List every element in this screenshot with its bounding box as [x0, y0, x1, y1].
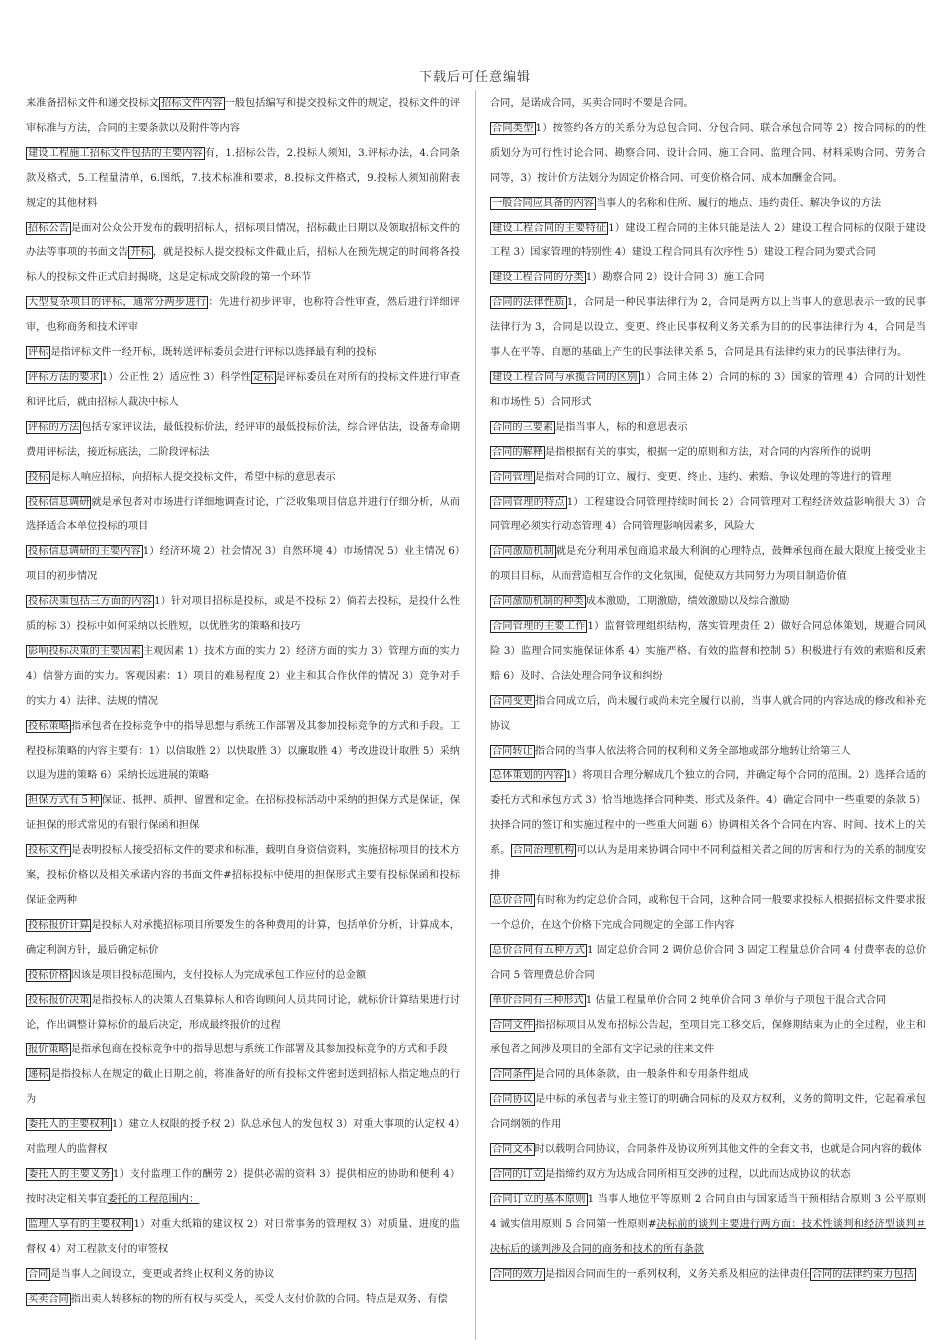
paragraph [26, 1263, 460, 1288]
boxed-term: 合同的法律约束力包括 [811, 1268, 914, 1280]
paragraph [490, 291, 926, 366]
paragraph [490, 590, 926, 615]
paragraph-text: 是指投标人的决策人召集算标人和咨询顾问人员共同讨论，就标价计算结果进行讨论，作出调整计算标价的最后决定，形成最终报价的过程 [26, 994, 460, 1031]
paragraph-text: 是合同的具体条款，由一般条件和专用条件组成 [534, 1069, 749, 1081]
boxed-term: 招标文件内容 [161, 98, 223, 109]
paragraph [26, 789, 460, 839]
boxed-term: 投标文件 [28, 845, 69, 857]
paragraph-text: 合同，是诺成合同，买卖合同时不要是合同。 [490, 98, 694, 109]
paragraph [490, 1163, 926, 1188]
boxed-term: 单价合同有三种形式 [492, 994, 584, 1006]
boxed-term: 投标报价决策 [28, 994, 90, 1006]
boxed-term: 投标 [28, 471, 49, 483]
paragraph-text: 是指承包商在投标竞争中的指导思想与系统工作部署及其参加投标竞争的方式和手段 [70, 1044, 448, 1056]
paragraph-text: 1）对重大纸箱的建议权 2）对日常事务的管理权 3）对质量、进度的监督权 4）对工程款支付的审签权 [26, 1218, 461, 1255]
paragraph [490, 192, 926, 217]
boxed-term: 报价策略 [28, 1044, 69, 1056]
paragraph [26, 291, 460, 341]
boxed-term: 影响投标决策的主要因素 [28, 645, 141, 657]
paragraph-text: 指合同成立后，尚未履行或尚未完全履行以前，当事人就合同的内容达成的修改和补充协议 [490, 695, 926, 732]
boxed-term: 合同激励机制 [492, 546, 554, 558]
paragraph [26, 366, 460, 416]
boxed-term: 合同治理机构 [512, 845, 575, 857]
paragraph-text: 是中标的承包者与业主签订的明确合同标的及双方权利，义务的简明文件，它起着承包合同纲领的作用 [490, 1094, 926, 1131]
paragraph [26, 1038, 460, 1063]
paragraph-text: 1）针对项目招标是投标，或是不投标 2）倘若去投标，是投什么性质的标 3）投标中如何采纳以长胜短，以优胜劣的策略和技巧 [26, 596, 461, 633]
boxed-term: 总体策划的内容 [492, 770, 564, 782]
paragraph-text: 是当事人之间设立，变更或者终止权利义务的协议 [50, 1268, 275, 1280]
paragraph [490, 939, 926, 989]
boxed-term: 递标 [28, 1069, 49, 1081]
paragraph [490, 217, 926, 267]
paragraph [26, 1288, 460, 1313]
boxed-term: 合同 [28, 1268, 49, 1280]
paragraph-text: 1，合同是一种民事法律行为 2，合同是两方以上当事人的意思表示一致的民事法律行为 3，合同是以设立、变更、终止民事权利义务关系为目的的民事法律行为 4，合同是当事人在平等、自愿的基础上产生的民事法律关系 5，合同是具有法律约束力的民事法律行为。 [490, 297, 927, 359]
paragraph [26, 839, 460, 914]
paragraph [490, 1063, 926, 1088]
page-title: 下载后可任意编辑 [418, 70, 531, 85]
paragraph [490, 266, 926, 291]
paragraph-text: 1）支付监理工作的酬劳 2）提供必需的资料 3）提供相应的协助和便利 4）按时决定相关事宜 [26, 1168, 461, 1205]
boxed-term: 定标 [253, 371, 274, 383]
boxed-term: 合同管理 [492, 471, 533, 483]
boxed-term: 合同管理的主要工作 [492, 621, 586, 633]
paragraph-text: 1）合同主体 2）合同的标的 3）国家的管理 4）合同的计划性和市场性 5）合同形式 [490, 371, 926, 408]
boxed-term: 大型复杂项目的评标，通常分两步进行 [28, 297, 207, 309]
paragraph [490, 1263, 926, 1288]
paragraph-text: 就是承包者对市场进行详细地调查讨论，广泛收集项目信息并进行仔细分析，从而选择适合本单位投标的项目 [26, 496, 460, 533]
paragraph [490, 1014, 926, 1064]
paragraph [490, 117, 926, 192]
paragraph [26, 715, 460, 790]
paragraph-text: 1 估量工程量单价合同 2 纯单价合同 3 单价与子项包干混合式合同 [585, 994, 887, 1006]
paragraph [490, 466, 926, 491]
boxed-term: 招标公告 [28, 222, 69, 234]
boxed-term: 建设工程合同的主要特征 [492, 222, 607, 234]
boxed-term: 合同转让 [492, 745, 533, 757]
boxed-term: 合同的订立 [492, 1168, 543, 1180]
paragraph-text: 1）将项目合理分解成几个独立的合同，并确定每个合同的范围。2）选择合适的委托方式和承包方式 3）恰当地选择合同种类、形式及条件。4）确定合同中一些重要的条款 5）抉择合同的签订和实施过程中的一些重大问题 6）协调相关各个合同在内容、时间、技术上的关系。 [490, 770, 927, 857]
paragraph-text: 1）工程建设合同管理持续时间长 2）合同管理对工程经济效益影响很大 3）合同管理必须实行动态管理 4）合同管理影响因素多，风险大 [490, 496, 927, 533]
paragraph-text: 是指当事人，标的和意思表示 [555, 421, 688, 433]
paragraph-text: 是指评标文件一经开标，既转送评标委员会进行评标以选择最有利的投标 [50, 347, 377, 359]
boxed-term: 委托人的主要义务 [28, 1168, 111, 1180]
paragraph [490, 441, 926, 466]
paragraph-text: ，就是投标人提交投标文件截止后，招标人在预先规定的时间将各投标人的投标文件正式启封揭晓，这是定标成交阶段的第一个环节 [26, 247, 461, 284]
boxed-term: 合同条件 [492, 1069, 533, 1081]
paragraph-text: 时以载明合同协议，合同条件及协议所列其他文件的全套文书，也就是合同内容的载体 [534, 1144, 922, 1156]
paragraph-text: ：先进行初步评审，也称符合性审查，然后进行详细评审，也称商务和技术评审 [26, 297, 460, 334]
paragraph [26, 416, 460, 466]
paragraph [26, 142, 460, 217]
paragraph [490, 889, 926, 939]
paragraph [490, 540, 926, 590]
boxed-term: 合同文件 [492, 1019, 534, 1031]
paragraph-text: 包括专家评议法，最低投标价法，经评审的最低投标价法，综合评估法，设备寿命期费用评标法，接近标底法，二阶段评标法 [26, 421, 461, 458]
paragraph [26, 590, 460, 640]
boxed-term: 建设工程施工招标文件包括的主要内容 [28, 147, 203, 159]
paragraph [490, 1138, 926, 1163]
boxed-term: 合同的解释 [492, 446, 543, 458]
paragraph-text: 指承包者在投标竞争中的指导思想与系统工作部署及其参加投标竞争的方式和手段。工程投标策略的内容主要有：1）以信取胜 2）以快取胜 3）以廉取胜 4）考改进设计取胜 5）采纳以退为进的策略 6）采纳长远进展的策略 [26, 720, 461, 782]
boxed-term: 总价合同 [492, 895, 534, 906]
boxed-term: 投标信息调研的主要内容 [28, 546, 141, 558]
paragraph-text: 1）建立人权限的授予权 2）队总承包人的发包权 3）对重大事项的认定权 4）对监理人的监督权 [26, 1119, 461, 1156]
paragraph-text: 1）经济环境 2）社会情况 3）自然环境 4）市场情况 5）业主情况 6）项目的初步情况 [26, 546, 461, 583]
boxed-term: 合同类型 [492, 122, 534, 134]
boxed-term: 合同管理的特点 [492, 496, 565, 508]
paragraph [26, 1213, 460, 1263]
paragraph-text: 是面对公众公开发布的载明招标人，招标项目情况，招标截止日期以及领取招标文件的办法等事项的书面文告 [26, 222, 461, 259]
paragraph-text: 1）勘察合同 2）设计合同 3）施工合同 [585, 272, 765, 284]
column-divider [475, 90, 476, 1340]
boxed-term: 合同激励机制的种类 [492, 596, 584, 608]
paragraph [490, 416, 926, 441]
paragraph-text: 1）建设工程合同的主体只能是法人 2）建设工程合同标的仅限于建设工程 3）国家管理的特别性 4）建设工程合同具有次序性 5）建设工程合同为要式合同 [490, 222, 926, 259]
paragraph-text: 就是充分利用承包商追求最大利润的心理特点，鼓舞承包商在最大限度上接受业主的项目目标，从而营造相互合作的文化氛围，促使双方共同努力为项目制造价值 [490, 546, 927, 583]
boxed-term: 合同订立的基本原则 [492, 1193, 586, 1205]
boxed-term: 开标 [130, 247, 151, 259]
paragraph [26, 989, 460, 1039]
paragraph-text: 是表明投标人接受招标文件的要求和标准，载明自身资信资料，实施招标项目的技术方案，投标价格以及相关承诺内容的书面文件#招标投标中使用的担保形式主要有投标保函和投标保证金两种 [26, 845, 461, 906]
paragraph-text: 指合同的当事人依法将合同的权利和义务全部地或部分地转让给第三人 [534, 745, 851, 757]
paragraph [490, 740, 926, 765]
paragraph-text: 有，1.招标公告，2.投标人须知，3.评标办法，4.合同条款及格式，5.工程量清单，6.图纸，7.技术标准和要求，8.投标文件格式，9.投标人须知前附表规定的其他材料 [26, 147, 460, 209]
boxed-term: 评标 [28, 347, 49, 359]
paragraph-text: 可以认为是用来协调合同中不同利益相关者之间的厉害和行为的关系的制度安排 [490, 845, 927, 882]
paragraph-text: 是指因合同而生的一系列权利，义务关系及相应的法律责任 [544, 1268, 810, 1280]
boxed-term: 合同文本 [492, 1144, 533, 1156]
paragraph-text: 是投标人对承揽招标项目所要发生的各种费用的计算，包括单价分析，计算成本，确定利润方针，最后确定标价 [26, 919, 460, 956]
boxed-term: 投标报价计算 [28, 919, 90, 931]
paragraph [26, 466, 460, 491]
paragraph-text: 来准备招标文件和递交投标文 [26, 98, 160, 109]
boxed-term: 合同变更 [492, 695, 534, 707]
paragraph-text: 一般包括编写和提交投标文件的规定，投标文件的评审标准与方法，合同的主要条款以及附件等内容 [26, 98, 461, 134]
underlined-text: 委托的工程范围内： [107, 1193, 200, 1205]
paragraph [26, 491, 460, 541]
paragraph [490, 615, 926, 690]
paragraph [490, 989, 926, 1014]
paragraph-text: 有时称为约定总价合同，或称包干合同，这种合同一般要求投标人根据招标文件要求报一个总价，在这个价格下完成合同规定的全部工作内容 [490, 895, 926, 931]
paragraph-text: 是指投标人在规定的截止日期之前，将准备好的所有投标文件密封送到招标人指定地点的行为 [26, 1069, 461, 1106]
paragraph-text: 指招标项目从发布招标公告起，至项目完工移交后，保修期结束为止的全过程，业主和承包者之间涉及项目的全部有文字记录的往来文件 [490, 1019, 926, 1056]
paragraph-text: 1）监督管理组织结构，落实管理责任 2）做好合同总体策划，规避合同风险 3）监理合同实施保证体系 4）实施严格、有效的监督和控制 5）积极进行有效的索赔和反索赔 6）及时、合法处理合同争议和纠纷 [490, 621, 926, 682]
paragraph [490, 690, 926, 740]
boxed-term: 买卖合同 [28, 1293, 69, 1305]
boxed-term: 委托人的主要权利 [28, 1119, 110, 1131]
boxed-term: 监理人享有的主要权利 [28, 1218, 132, 1230]
paragraph-text: 是标人响应招标，向招标人提交投标文件，希望中标的意思表示 [50, 471, 336, 483]
paragraph-text: 1 当事人地位平等原则 2 合同自由与国家适当干预相结合原则 3 公平原则 4 诚实信用原则 5 合同第一性原则# [490, 1193, 926, 1230]
paragraph [490, 92, 926, 117]
boxed-term: 总价合同有五种方式 [492, 944, 586, 956]
paragraph-text: 是评标委员在对所有的投标文件进行审查和评比后，就由招标人裁决中标人 [26, 371, 461, 408]
paragraph-text: 因该是项目投标范围内，支付投标人为完成承包工作应付的总金额 [70, 969, 367, 981]
boxed-term: 评标的方法 [28, 421, 80, 433]
paragraph [490, 1088, 926, 1138]
paragraph [490, 764, 926, 889]
paragraph [26, 964, 460, 989]
boxed-term: 担保方式有５种 [28, 795, 100, 807]
boxed-term: 建设工程合同与承揽合同的区别 [492, 371, 638, 383]
boxed-term: 合同的效力 [492, 1268, 543, 1280]
paragraph-text: 是指对合同的订立、履行、变更、终止、违约、索赔、争议处理的等进行的管理 [534, 471, 892, 483]
boxed-term: 投标价格 [28, 969, 69, 981]
paragraph-text: 是指缔约双方为达成合同所相互交涉的过程，以此而达成协议的状态 [544, 1168, 851, 1180]
boxed-term: 投标决策包括三方面的内容 [28, 596, 153, 608]
paragraph-text: 是指根据有关的事实，根据一定的原则和方法，对合同的内容所作的说明 [544, 446, 871, 458]
boxed-term: 建设工程合同的分类 [492, 272, 584, 284]
paragraph [26, 92, 460, 142]
paragraph-text: 1）按签约各方的关系分为总包合同、分包合同、联合承包合同等 2）按合同标的的性质划分为可行性讨论合同、勘察合同、设计合同、施工合同、监理合同、材料采购合同、劳务合同等，3）按计价方法划分为固定价格合同、可变价格合同、成本加酬金合同。 [490, 122, 927, 184]
paragraph [490, 1188, 926, 1263]
boxed-term: 合同的三要素 [492, 421, 554, 433]
paragraph-text: 当事人的名称和住所、履行的地点、违约责任、解决争议的方法 [595, 197, 882, 209]
paragraph [26, 341, 460, 366]
paragraph [26, 1063, 460, 1113]
paragraph [26, 640, 460, 715]
paragraph-text: 指出卖人转移标的物的所有权与买受人，买受人支付价款的合同。特点是双务、有偿 [70, 1293, 448, 1305]
boxed-term: 一般合同应具备的内容 [492, 197, 594, 209]
boxed-term: 投标信息调研 [28, 496, 90, 508]
paragraph [490, 366, 926, 416]
paragraph-text: 主观因素 1）技术方面的实力 2）经济方面的实力 3）管理方面的实力 4）信誉方面的实力。客观因素：1）项目的难易程度 2）业主和其合作伙伴的情况 3）竞争对手的实力 4）法律、法规的情况 [26, 645, 460, 707]
left-column [26, 92, 460, 1312]
boxed-term: 合同协议 [492, 1094, 534, 1106]
paragraph [26, 217, 460, 292]
right-column [490, 92, 926, 1288]
paragraph [26, 914, 460, 964]
paragraph [26, 540, 460, 590]
paragraph [490, 491, 926, 541]
underlined-text: 决标前的谈判主要进行两方面：技术性谈判和经济型谈判＃决标后的谈判涉及合同的商务和技术的所有条款 [490, 1218, 926, 1255]
paragraph-text: 1 固定总价合同 2 调价总价合同 3 固定工程量总价合同 4 付费率表的总价合同 5 管理费总价合同 [490, 944, 927, 981]
boxed-term: 评标方法的要求 [28, 371, 100, 383]
paragraph-text: 保证、抵押、质押、留置和定金。在招标投标活动中采纳的担保方式是保证，保证担保的形式常见的有银行保函和担保 [26, 795, 461, 832]
paragraph [26, 1163, 460, 1213]
paragraph-text: 1）公正性 2）适应性 3）科学性 [101, 371, 252, 383]
paragraph [26, 1113, 460, 1163]
paragraph-text: 成本激励，工期激励，绩效激励以及综合激励 [585, 596, 790, 608]
boxed-term: 合同的法律性质 [492, 297, 565, 309]
boxed-term: 投标策略 [28, 720, 69, 732]
